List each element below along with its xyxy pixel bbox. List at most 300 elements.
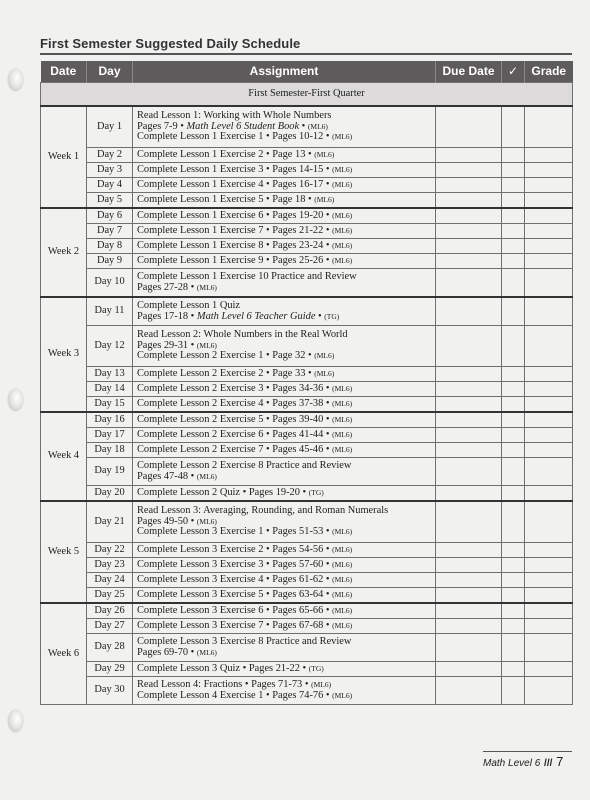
assignment-text: Complete Lesson 1 Quiz [137, 299, 241, 311]
table-row [41, 367, 573, 382]
grade-cell[interactable] [525, 412, 573, 428]
due-date-cell[interactable] [436, 193, 502, 209]
due-date-cell[interactable] [436, 239, 502, 254]
grade-cell[interactable] [525, 297, 573, 326]
assignment-line [137, 664, 431, 675]
source-tag: (ML6) [332, 164, 353, 174]
table-row [41, 208, 573, 224]
check-cell[interactable] [502, 193, 525, 209]
check-cell[interactable] [502, 543, 525, 558]
check-cell[interactable] [502, 443, 525, 458]
day-label: Day 16 [87, 412, 133, 428]
check-cell[interactable] [502, 163, 525, 178]
assignment-cell [133, 397, 436, 413]
table-row [41, 619, 573, 634]
source-tag: (ML6) [196, 647, 217, 657]
assignment-text: Complete Lesson 3 Exercise 4 • Pages 61-62 • [137, 573, 333, 585]
table-row [41, 178, 573, 193]
check-cell[interactable] [502, 412, 525, 428]
assignment-text: Complete Lesson 3 Exercise 6 • Pages 65-66 • [137, 604, 333, 616]
due-date-cell[interactable] [436, 163, 502, 178]
table-row [41, 148, 573, 163]
schedule-body [41, 83, 573, 705]
check-cell[interactable] [502, 486, 525, 502]
page-footer [483, 754, 563, 769]
check-cell[interactable] [502, 326, 525, 367]
week-label: Week 6 [41, 603, 87, 705]
source-tag: (ML6) [332, 574, 353, 584]
check-cell[interactable] [502, 224, 525, 239]
table-row [41, 662, 573, 677]
header-date: Date [41, 61, 87, 83]
grade-cell[interactable] [525, 326, 573, 367]
assignment-text: Complete Lesson 2 Exercise 8 Practice and Review [137, 459, 352, 471]
source-tag: (ML6) [196, 516, 217, 526]
table-row [41, 397, 573, 413]
source-tag: (ML6) [332, 132, 353, 142]
assignment-text: Complete Lesson 3 Exercise 1 • Pages 51-53 • [137, 526, 333, 538]
day-label: Day 14 [87, 382, 133, 397]
assignment-line [137, 150, 431, 161]
assignment-cell [133, 193, 436, 209]
due-date-cell[interactable] [436, 326, 502, 367]
assignment-text: Complete Lesson 2 Exercise 7 • Pages 45-46 • [137, 443, 333, 455]
assignment-cell [133, 367, 436, 382]
table-row [41, 486, 573, 502]
source-tag: (ML6) [332, 444, 353, 454]
due-date-cell[interactable] [436, 367, 502, 382]
assignment-line [137, 132, 431, 143]
assignment-text: Complete Lesson 2 Quiz • Pages 19-20 • [137, 486, 309, 498]
source-tag: (ML6) [332, 240, 353, 250]
grade-cell[interactable] [525, 501, 573, 543]
grade-cell[interactable] [525, 458, 573, 486]
table-row [41, 224, 573, 239]
quarter-label: First Semester-First Quarter [41, 83, 573, 107]
assignment-text: Complete Lesson 1 Exercise 9 • Pages 25-26 • [137, 254, 333, 266]
source-tag: (ML6) [332, 414, 353, 424]
assignment-line [137, 211, 431, 222]
source-tag: (ML6) [196, 340, 217, 350]
check-cell[interactable] [502, 677, 525, 705]
table-row [41, 269, 573, 298]
table-row [41, 254, 573, 269]
due-date-cell[interactable] [436, 412, 502, 428]
title-rule [40, 53, 572, 55]
check-cell[interactable] [502, 662, 525, 677]
table-row [41, 558, 573, 573]
day-label: Day 24 [87, 573, 133, 588]
assignment-cell [133, 573, 436, 588]
assignment-text: Complete Lesson 3 Exercise 3 • Pages 57-60 • [137, 558, 333, 570]
day-label: Day 25 [87, 588, 133, 604]
table-row [41, 193, 573, 209]
assignment-line [137, 226, 431, 237]
table-row [41, 634, 573, 662]
assignment-line [137, 430, 431, 441]
table-row [41, 543, 573, 558]
grade-cell[interactable] [525, 239, 573, 254]
assignment-text: Read Lesson 4: Fractions • Pages 71-73 • [137, 678, 312, 690]
assignment-text: Pages 49-50 • [137, 515, 197, 527]
day-label: Day 6 [87, 208, 133, 224]
assignment-cell [133, 208, 436, 224]
assignment-cell [133, 178, 436, 193]
check-cell[interactable] [502, 458, 525, 486]
grade-cell[interactable] [525, 603, 573, 619]
day-label: Day 11 [87, 297, 133, 326]
assignment-cell [133, 662, 436, 677]
source-tag: (ML6) [332, 605, 353, 615]
binder-hole [8, 710, 23, 732]
due-date-cell[interactable] [436, 106, 502, 148]
assignment-text: Read Lesson 2: Whole Numbers in the Real World [137, 328, 348, 340]
assignment-line [137, 445, 431, 456]
source-tag: (ML6) [332, 527, 353, 537]
check-cell[interactable] [502, 428, 525, 443]
assignment-text: Complete Lesson 3 Quiz • Pages 21-22 • [137, 662, 309, 674]
assignment-text: Complete Lesson 3 Exercise 8 Practice and Review [137, 635, 352, 647]
assignment-cell [133, 224, 436, 239]
assignment-line [137, 195, 431, 206]
source-tag: (ML6) [311, 679, 332, 689]
table-row [41, 326, 573, 367]
assignment-line [137, 384, 431, 395]
due-date-cell[interactable] [436, 486, 502, 502]
assignment-cell [133, 239, 436, 254]
due-date-cell[interactable] [436, 382, 502, 397]
day-label: Day 1 [87, 106, 133, 148]
source-tag: (ML6) [314, 351, 335, 361]
table-row [41, 677, 573, 705]
source-tag: (ML6) [332, 383, 353, 393]
table-row [41, 603, 573, 619]
source-tag: (ML6) [332, 544, 353, 554]
assignment-text: Pages 47-48 • [137, 470, 197, 482]
grade-cell[interactable] [525, 397, 573, 413]
assignment-text: Complete Lesson 2 Exercise 5 • Pages 39-40 • [137, 413, 333, 425]
assignment-cell [133, 677, 436, 705]
grade-cell[interactable] [525, 163, 573, 178]
grade-cell[interactable] [525, 558, 573, 573]
assignment-cell [133, 326, 436, 367]
source-tag: (ML6) [332, 398, 353, 408]
binder-hole [8, 389, 23, 411]
day-label: Day 8 [87, 239, 133, 254]
day-label: Day 9 [87, 254, 133, 269]
source-tag: (ML6) [332, 255, 353, 265]
day-label: Day 23 [87, 558, 133, 573]
grade-cell[interactable] [525, 178, 573, 193]
assignment-cell [133, 619, 436, 634]
book-title: Math Level 6 Student Book [186, 120, 300, 132]
check-cell[interactable] [502, 619, 525, 634]
source-tag: (ML6) [332, 210, 353, 220]
due-date-cell[interactable] [436, 662, 502, 677]
due-date-cell[interactable] [436, 588, 502, 604]
check-cell[interactable] [502, 297, 525, 326]
book-title: Math Level 6 Teacher Guide [196, 310, 316, 322]
check-cell[interactable] [502, 603, 525, 619]
assignment-line [137, 241, 431, 252]
day-label: Day 19 [87, 458, 133, 486]
due-date-cell[interactable] [436, 224, 502, 239]
source-tag: (ML6) [332, 620, 353, 630]
assignment-line [137, 621, 431, 632]
due-date-cell[interactable] [436, 677, 502, 705]
footer-book-title: Math Level 6 [483, 758, 541, 769]
assignment-text: Read Lesson 1: Working with Whole Numbers [137, 109, 332, 121]
week-label: Week 4 [41, 412, 87, 501]
day-label: Day 10 [87, 269, 133, 298]
assignment-text: Complete Lesson 3 Exercise 2 • Pages 54-56 • [137, 543, 333, 555]
check-cell[interactable] [502, 178, 525, 193]
assignment-line [137, 606, 431, 617]
assignment-cell [133, 603, 436, 619]
assignment-text: Complete Lesson 1 Exercise 1 • Pages 10-12 • [137, 131, 333, 143]
assignment-line [137, 560, 431, 571]
assignment-line [137, 165, 431, 176]
assignment-cell [133, 297, 436, 326]
due-date-cell[interactable] [436, 558, 502, 573]
header-assignment: Assignment [133, 61, 436, 83]
assignment-line [137, 545, 431, 556]
assignment-cell [133, 106, 436, 148]
table-row [41, 588, 573, 604]
table-row [41, 501, 573, 543]
day-label: Day 4 [87, 178, 133, 193]
due-date-cell[interactable] [436, 543, 502, 558]
grade-cell[interactable] [525, 573, 573, 588]
grade-cell[interactable] [525, 486, 573, 502]
grade-cell[interactable] [525, 193, 573, 209]
table-row [41, 458, 573, 486]
grade-cell[interactable] [525, 367, 573, 382]
check-cell[interactable] [502, 239, 525, 254]
table-row [41, 412, 573, 428]
grade-cell[interactable] [525, 677, 573, 705]
table-row [41, 239, 573, 254]
source-tag: (ML6) [196, 471, 217, 481]
week-label: Week 1 [41, 106, 87, 208]
schedule-table [40, 61, 573, 705]
assignment-text: Read Lesson 3: Averaging, Rounding, and Roman Numerals [137, 504, 389, 516]
binder-hole [8, 69, 23, 91]
assignment-text: Complete Lesson 3 Exercise 5 • Pages 63-64 • [137, 588, 333, 600]
header-due-date: Due Date [436, 61, 502, 83]
assignment-text: Complete Lesson 3 Exercise 7 • Pages 67-68 • [137, 619, 333, 631]
grade-cell[interactable] [525, 148, 573, 163]
check-cell[interactable] [502, 106, 525, 148]
week-label: Week 3 [41, 297, 87, 412]
grade-cell[interactable] [525, 254, 573, 269]
assignment-text: Complete Lesson 2 Exercise 3 • Pages 34-36 • [137, 382, 333, 394]
due-date-cell[interactable] [436, 443, 502, 458]
assignment-line [137, 351, 431, 362]
source-tag: (ML6) [314, 368, 335, 378]
source-tag: (ML6) [332, 589, 353, 599]
due-date-cell[interactable] [436, 208, 502, 224]
grade-cell[interactable] [525, 443, 573, 458]
assignment-cell [133, 634, 436, 662]
header-check: ✓ [502, 61, 525, 83]
day-label: Day 26 [87, 603, 133, 619]
due-date-cell[interactable] [436, 619, 502, 634]
assignment-cell [133, 588, 436, 604]
assignment-text: Complete Lesson 1 Exercise 6 • Pages 19-20 • [137, 209, 333, 221]
header-row [41, 61, 573, 83]
source-tag: (ML6) [332, 690, 353, 700]
source-tag: (ML6) [332, 179, 353, 189]
assignment-line [137, 590, 431, 601]
week-label: Week 5 [41, 501, 87, 603]
day-label: Day 29 [87, 662, 133, 677]
assignment-text: Complete Lesson 1 Exercise 3 • Pages 14-15 • [137, 163, 333, 175]
day-label: Day 22 [87, 543, 133, 558]
assignment-line [137, 415, 431, 426]
assignment-cell [133, 254, 436, 269]
day-label: Day 15 [87, 397, 133, 413]
assignment-line [137, 472, 431, 483]
grade-cell[interactable] [525, 428, 573, 443]
source-tag: (ML6) [314, 194, 335, 204]
assignment-line [137, 575, 431, 586]
due-date-cell[interactable] [436, 297, 502, 326]
check-cell[interactable] [502, 254, 525, 269]
check-cell[interactable] [502, 269, 525, 298]
due-date-cell[interactable] [436, 178, 502, 193]
check-cell[interactable] [502, 634, 525, 662]
assignment-text: Complete Lesson 1 Exercise 4 • Pages 16-17 • [137, 178, 333, 190]
day-label: Day 18 [87, 443, 133, 458]
assignment-text: Pages 17-18 • [137, 310, 197, 322]
source-tag: (ML6) [332, 559, 353, 569]
assignment-text: Complete Lesson 2 Exercise 2 • Page 33 • [137, 367, 315, 379]
check-cell[interactable] [502, 208, 525, 224]
day-label: Day 12 [87, 326, 133, 367]
quarter-row [41, 83, 573, 107]
grade-cell[interactable] [525, 224, 573, 239]
due-date-cell[interactable] [436, 397, 502, 413]
assignment-text: Complete Lesson 1 Exercise 10 Practice and Review [137, 270, 357, 282]
assignment-text: • [299, 120, 308, 132]
assignment-text: Complete Lesson 2 Exercise 4 • Pages 37-38 • [137, 397, 333, 409]
grade-cell[interactable] [525, 543, 573, 558]
assignment-cell [133, 486, 436, 502]
grade-cell[interactable] [525, 269, 573, 298]
day-label: Day 27 [87, 619, 133, 634]
footer-separator: /// [544, 758, 553, 769]
check-cell[interactable] [502, 558, 525, 573]
assignment-line [137, 312, 431, 323]
assignment-line [137, 648, 431, 659]
assignment-text: Complete Lesson 1 Exercise 5 • Page 18 • [137, 193, 315, 205]
assignment-cell [133, 501, 436, 543]
check-cell[interactable] [502, 148, 525, 163]
check-cell[interactable] [502, 573, 525, 588]
day-label: Day 20 [87, 486, 133, 502]
assignment-text: Complete Lesson 1 Exercise 2 • Page 13 • [137, 148, 315, 160]
assignment-line [137, 180, 431, 191]
source-tag: (ML6) [332, 429, 353, 439]
due-date-cell[interactable] [436, 458, 502, 486]
check-cell[interactable] [502, 382, 525, 397]
source-tag: (ML6) [196, 282, 217, 292]
page-number: 7 [556, 754, 564, 769]
assignment-text: Complete Lesson 2 Exercise 1 • Page 32 • [137, 350, 315, 362]
day-label: Day 13 [87, 367, 133, 382]
table-row [41, 163, 573, 178]
due-date-cell[interactable] [436, 269, 502, 298]
assignment-text: Pages 69-70 • [137, 646, 197, 658]
table-row [41, 573, 573, 588]
day-label: Day 3 [87, 163, 133, 178]
assignment-cell [133, 148, 436, 163]
grade-cell[interactable] [525, 662, 573, 677]
table-row [41, 443, 573, 458]
grade-cell[interactable] [525, 382, 573, 397]
due-date-cell[interactable] [436, 603, 502, 619]
grade-cell[interactable] [525, 106, 573, 148]
assignment-text: Complete Lesson 4 Exercise 1 • Pages 74-76 • [137, 689, 333, 701]
assignment-cell [133, 558, 436, 573]
source-tag: (ML6) [307, 121, 328, 131]
check-cell[interactable] [502, 367, 525, 382]
assignment-text: • [315, 310, 325, 322]
assignment-line [137, 256, 431, 267]
due-date-cell[interactable] [436, 573, 502, 588]
due-date-cell[interactable] [436, 428, 502, 443]
grade-cell[interactable] [525, 208, 573, 224]
day-label: Day 30 [87, 677, 133, 705]
day-label: Day 21 [87, 501, 133, 543]
table-row [41, 297, 573, 326]
grade-cell[interactable] [525, 634, 573, 662]
day-label: Day 17 [87, 428, 133, 443]
assignment-cell [133, 428, 436, 443]
assignment-line [137, 369, 431, 380]
assignment-text: Pages 27-28 • [137, 281, 197, 293]
due-date-cell[interactable] [436, 634, 502, 662]
assignment-text: Complete Lesson 1 Exercise 7 • Pages 21-22 • [137, 224, 333, 236]
check-cell[interactable] [502, 588, 525, 604]
due-date-cell[interactable] [436, 148, 502, 163]
assignment-cell [133, 458, 436, 486]
table-row [41, 428, 573, 443]
due-date-cell[interactable] [436, 501, 502, 543]
check-cell[interactable] [502, 501, 525, 543]
assignment-text: Complete Lesson 1 Exercise 8 • Pages 23-24 • [137, 239, 333, 251]
day-label: Day 7 [87, 224, 133, 239]
source-tag: (ML6) [332, 225, 353, 235]
assignment-line [137, 399, 431, 410]
header-grade: Grade [525, 61, 573, 83]
grade-cell[interactable] [525, 619, 573, 634]
assignment-text: Pages 29-31 • [137, 339, 197, 351]
footer-rule [483, 751, 572, 752]
assignment-cell [133, 382, 436, 397]
assignment-line [137, 488, 431, 499]
source-tag: (TG) [324, 311, 340, 321]
assignment-line [137, 283, 431, 294]
assignment-cell [133, 412, 436, 428]
day-label: Day 28 [87, 634, 133, 662]
table-row [41, 382, 573, 397]
assignment-text: Complete Lesson 2 Exercise 6 • Pages 41-44 • [137, 428, 333, 440]
grade-cell[interactable] [525, 588, 573, 604]
check-cell[interactable] [502, 397, 525, 413]
due-date-cell[interactable] [436, 254, 502, 269]
